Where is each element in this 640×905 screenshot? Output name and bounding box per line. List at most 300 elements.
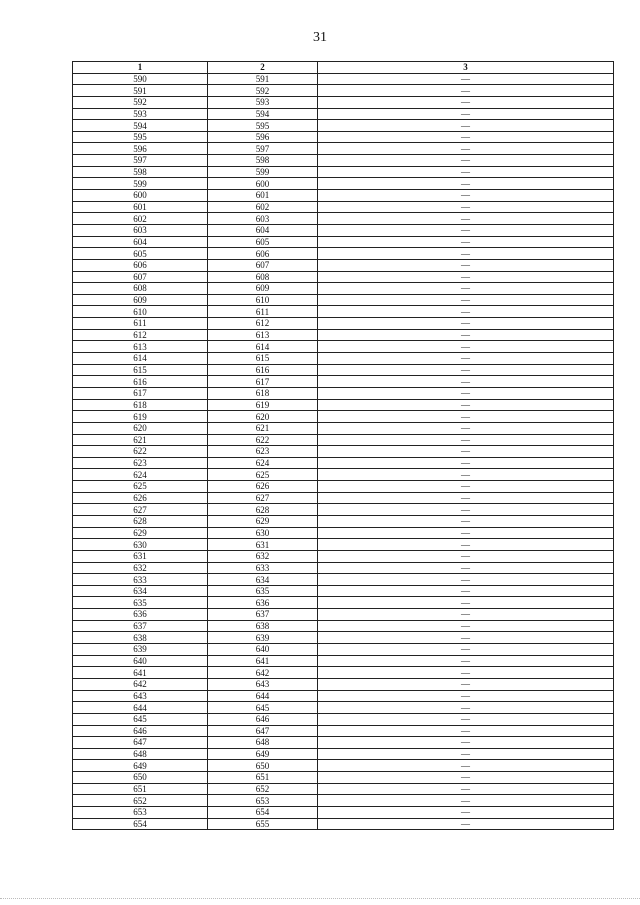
table-row (73, 248, 614, 260)
table-row (73, 364, 614, 376)
dash-mark: — (461, 388, 470, 399)
cell-col-1: 605 (73, 248, 208, 260)
cell-col-1: 649 (73, 760, 208, 772)
cell-col-1: 640 (73, 655, 208, 667)
cell-col-2: 642 (208, 667, 318, 679)
table-row (73, 190, 614, 202)
cell-col-2: 651 (208, 772, 318, 784)
dash-mark: — (461, 690, 470, 701)
cell-col-3 (318, 702, 614, 714)
cell-col-3 (318, 748, 614, 760)
table-row (73, 85, 614, 97)
cell-col-2: 638 (208, 620, 318, 632)
column-header-3: 3 (318, 62, 614, 74)
cell-col-3 (318, 620, 614, 632)
cell-col-1: 639 (73, 644, 208, 656)
cell-col-2: 655 (208, 818, 318, 830)
table-row (73, 446, 614, 458)
cell-col-3 (318, 178, 614, 190)
table-row (73, 585, 614, 597)
cell-col-3 (318, 155, 614, 167)
dash-mark: — (461, 178, 470, 189)
cell-col-2: 624 (208, 457, 318, 469)
cell-col-1: 613 (73, 341, 208, 353)
table-row (73, 224, 614, 236)
table-row (73, 527, 614, 539)
cell-col-2: 599 (208, 166, 318, 178)
dash-mark: — (461, 364, 470, 375)
cell-col-2: 652 (208, 783, 318, 795)
cell-col-2: 613 (208, 329, 318, 341)
cell-col-3 (318, 783, 614, 795)
cell-col-1: 592 (73, 96, 208, 108)
cell-col-3 (318, 795, 614, 807)
dash-mark: — (461, 167, 470, 178)
table-row (73, 760, 614, 772)
dash-mark: — (461, 434, 470, 445)
dash-mark: — (461, 504, 470, 515)
cell-col-1: 598 (73, 166, 208, 178)
dash-mark: — (461, 271, 470, 282)
cell-col-2: 640 (208, 644, 318, 656)
dash-mark: — (461, 493, 470, 504)
cell-col-2: 619 (208, 399, 318, 411)
table-row (73, 678, 614, 690)
cell-col-3 (318, 515, 614, 527)
dash-mark: — (461, 225, 470, 236)
cell-col-1: 591 (73, 85, 208, 97)
table-row (73, 574, 614, 586)
cell-col-1: 616 (73, 376, 208, 388)
cell-col-3 (318, 713, 614, 725)
cell-col-1: 599 (73, 178, 208, 190)
cell-col-2: 606 (208, 248, 318, 260)
dash-mark: — (461, 306, 470, 317)
cell-col-1: 618 (73, 399, 208, 411)
dash-mark: — (461, 236, 470, 247)
dash-mark: — (461, 551, 470, 562)
dash-mark: — (461, 714, 470, 725)
table-row (73, 515, 614, 527)
dash-mark: — (461, 202, 470, 212)
cell-col-2: 628 (208, 504, 318, 516)
cell-col-1: 608 (73, 283, 208, 295)
dash-mark: — (461, 702, 470, 713)
cell-col-1: 619 (73, 411, 208, 423)
cell-col-3 (318, 201, 614, 213)
table-row (73, 120, 614, 132)
cell-col-1: 633 (73, 574, 208, 586)
cell-col-2: 609 (208, 283, 318, 295)
cell-col-1: 637 (73, 620, 208, 632)
cell-col-3 (318, 259, 614, 271)
dash-mark: — (461, 295, 470, 306)
cell-col-2: 648 (208, 737, 318, 749)
table-row (73, 737, 614, 749)
table-row (73, 713, 614, 725)
cell-col-3 (318, 678, 614, 690)
cell-col-2: 601 (208, 190, 318, 202)
cell-col-1: 627 (73, 504, 208, 516)
cell-col-2: 630 (208, 527, 318, 539)
cell-col-1: 604 (73, 236, 208, 248)
table-row (73, 620, 614, 632)
cell-col-1: 642 (73, 678, 208, 690)
dash-mark: — (461, 469, 470, 480)
cell-col-3 (318, 504, 614, 516)
cell-col-2: 594 (208, 108, 318, 120)
dash-mark: — (461, 108, 470, 119)
dash-mark: — (461, 562, 470, 573)
table-row (73, 143, 614, 155)
cell-col-3 (318, 224, 614, 236)
cell-col-3 (318, 609, 614, 621)
table-row (73, 108, 614, 120)
cell-col-3 (318, 213, 614, 225)
dash-mark: — (461, 621, 470, 632)
dash-mark: — (461, 772, 470, 783)
dash-mark: — (461, 655, 470, 666)
cell-col-2: 614 (208, 341, 318, 353)
cell-col-1: 634 (73, 585, 208, 597)
cell-col-3 (318, 248, 614, 260)
cell-col-2: 595 (208, 120, 318, 132)
cell-col-3 (318, 131, 614, 143)
table-row (73, 294, 614, 306)
cell-col-1: 647 (73, 737, 208, 749)
cell-col-3 (318, 236, 614, 248)
cell-col-2: 654 (208, 807, 318, 819)
dash-mark: — (461, 516, 470, 527)
dash-mark: — (461, 667, 470, 678)
table-row (73, 178, 614, 190)
dash-mark: — (461, 574, 470, 585)
cell-col-2: 626 (208, 481, 318, 493)
table-row (73, 504, 614, 516)
table-row (73, 399, 614, 411)
table-row (73, 725, 614, 737)
cell-col-1: 654 (73, 818, 208, 830)
cell-col-3 (318, 108, 614, 120)
table-row (73, 702, 614, 714)
cell-col-1: 622 (73, 446, 208, 458)
table-row (73, 457, 614, 469)
cell-col-1: 636 (73, 609, 208, 621)
dash-mark: — (461, 353, 470, 364)
cell-col-2: 593 (208, 96, 318, 108)
dash-mark: — (461, 190, 470, 201)
cell-col-2: 612 (208, 318, 318, 330)
cell-col-1: 630 (73, 539, 208, 551)
cell-col-2: 621 (208, 422, 318, 434)
table-row (73, 376, 614, 388)
cell-col-2: 646 (208, 713, 318, 725)
table-row (73, 632, 614, 644)
table-row (73, 690, 614, 702)
cell-col-1: 595 (73, 131, 208, 143)
cell-col-1: 643 (73, 690, 208, 702)
table-row (73, 609, 614, 621)
dash-mark: — (461, 446, 470, 457)
cell-col-3 (318, 271, 614, 283)
cell-col-3 (318, 597, 614, 609)
cell-col-1: 645 (73, 713, 208, 725)
cell-col-2: 597 (208, 143, 318, 155)
dash-mark: — (461, 399, 470, 410)
cell-col-2: 627 (208, 492, 318, 504)
table-row (73, 341, 614, 353)
footer-divider (0, 898, 640, 899)
table-row (73, 422, 614, 434)
cell-col-1: 615 (73, 364, 208, 376)
dash-mark: — (461, 260, 470, 271)
cell-col-3 (318, 469, 614, 481)
cell-col-1: 620 (73, 422, 208, 434)
dash-mark: — (461, 539, 470, 550)
table-row (73, 73, 614, 85)
table-row (73, 539, 614, 551)
cell-col-3 (318, 353, 614, 365)
dash-mark: — (461, 411, 470, 422)
cell-col-3 (318, 655, 614, 667)
dash-mark: — (461, 97, 470, 108)
table-row (73, 550, 614, 562)
dash-mark: — (461, 644, 470, 655)
cell-col-3 (318, 667, 614, 679)
cell-col-2: 631 (208, 539, 318, 551)
cell-col-3 (318, 434, 614, 446)
table-row (73, 597, 614, 609)
cell-col-1: 621 (73, 434, 208, 446)
table-row (73, 259, 614, 271)
cell-col-2: 643 (208, 678, 318, 690)
cell-col-1: 625 (73, 481, 208, 493)
cell-col-2: 608 (208, 271, 318, 283)
cell-col-3 (318, 387, 614, 399)
table-row (73, 818, 614, 830)
cell-col-1: 594 (73, 120, 208, 132)
cell-col-3 (318, 539, 614, 551)
cell-col-2: 644 (208, 690, 318, 702)
cell-col-1: 653 (73, 807, 208, 819)
dash-mark: — (461, 155, 470, 166)
dash-mark: — (461, 376, 470, 387)
table-row (73, 353, 614, 365)
cell-col-3 (318, 73, 614, 85)
cell-col-1: 606 (73, 259, 208, 271)
cell-col-2: 636 (208, 597, 318, 609)
dash-mark: — (461, 737, 470, 748)
table-row (73, 306, 614, 318)
cell-col-3 (318, 562, 614, 574)
cell-col-3 (318, 457, 614, 469)
table-row (73, 283, 614, 295)
dash-mark: — (461, 795, 470, 806)
cell-col-2: 639 (208, 632, 318, 644)
dash-mark: — (461, 784, 470, 795)
table-row (73, 318, 614, 330)
table-row (73, 795, 614, 807)
cell-col-2: 629 (208, 515, 318, 527)
table-row (73, 644, 614, 656)
cell-col-3 (318, 85, 614, 97)
dash-mark: — (461, 248, 470, 259)
cell-col-2: 615 (208, 353, 318, 365)
cell-col-1: 623 (73, 457, 208, 469)
cell-col-1: 601 (73, 201, 208, 213)
table-row (73, 772, 614, 784)
table-row (73, 329, 614, 341)
cell-col-3 (318, 632, 614, 644)
cell-col-1: 650 (73, 772, 208, 784)
cell-col-3 (318, 120, 614, 132)
table-row (73, 236, 614, 248)
cell-col-3 (318, 329, 614, 341)
dash-mark: — (461, 818, 470, 829)
table-row (73, 201, 614, 213)
cell-col-2: 604 (208, 224, 318, 236)
dash-mark: — (461, 725, 470, 736)
table-row (73, 562, 614, 574)
cell-col-3 (318, 190, 614, 202)
cell-col-1: 607 (73, 271, 208, 283)
cell-col-3 (318, 550, 614, 562)
cell-col-2: 616 (208, 364, 318, 376)
cell-col-2: 653 (208, 795, 318, 807)
cell-col-3 (318, 644, 614, 656)
cell-col-1: 631 (73, 550, 208, 562)
table-row (73, 387, 614, 399)
cell-col-3 (318, 725, 614, 737)
table-row (73, 213, 614, 225)
cell-col-3 (318, 422, 614, 434)
cell-col-2: 625 (208, 469, 318, 481)
dash-mark: — (461, 330, 470, 341)
table-row (73, 166, 614, 178)
column-header-1: 1 (73, 62, 208, 74)
cell-col-2: 605 (208, 236, 318, 248)
cell-col-2: 623 (208, 446, 318, 458)
dash-mark: — (461, 632, 470, 643)
table-row (73, 131, 614, 143)
dash-mark: — (461, 85, 470, 96)
cell-col-1: 602 (73, 213, 208, 225)
dash-mark: — (461, 458, 470, 469)
cell-col-1: 629 (73, 527, 208, 539)
cell-col-2: 596 (208, 131, 318, 143)
cell-col-3 (318, 143, 614, 155)
dash-mark: — (461, 341, 470, 352)
dash-mark: — (461, 318, 470, 329)
cell-col-1: 590 (73, 73, 208, 85)
cell-col-3 (318, 411, 614, 423)
dash-mark: — (461, 73, 470, 84)
cell-col-2: 647 (208, 725, 318, 737)
dash-mark: — (461, 143, 470, 154)
cell-col-2: 611 (208, 306, 318, 318)
page-number: 31 (313, 30, 327, 45)
cell-col-3 (318, 341, 614, 353)
cell-col-3 (318, 760, 614, 772)
cell-col-3 (318, 574, 614, 586)
cell-col-3 (318, 96, 614, 108)
cell-col-3 (318, 481, 614, 493)
cell-col-2: 645 (208, 702, 318, 714)
cell-col-1: 648 (73, 748, 208, 760)
table-row (73, 807, 614, 819)
dash-mark: — (461, 132, 470, 143)
cell-col-1: 635 (73, 597, 208, 609)
cell-col-3 (318, 399, 614, 411)
table-row (73, 655, 614, 667)
table-row (73, 481, 614, 493)
cell-col-3 (318, 364, 614, 376)
cell-col-1: 612 (73, 329, 208, 341)
cell-col-1: 603 (73, 224, 208, 236)
cell-col-1: 610 (73, 306, 208, 318)
cell-col-2: 641 (208, 655, 318, 667)
table-row (73, 469, 614, 481)
table-row (73, 411, 614, 423)
cell-col-3 (318, 772, 614, 784)
cell-col-2: 610 (208, 294, 318, 306)
cell-col-2: 607 (208, 259, 318, 271)
table-row (73, 492, 614, 504)
cell-col-3 (318, 818, 614, 830)
table-row (73, 783, 614, 795)
cell-col-1: 632 (73, 562, 208, 574)
cell-col-1: 593 (73, 108, 208, 120)
cell-col-3 (318, 585, 614, 597)
table-body (73, 73, 614, 830)
cell-col-2: 649 (208, 748, 318, 760)
table-header-row (73, 62, 614, 74)
cell-col-2: 635 (208, 585, 318, 597)
cell-col-1: 651 (73, 783, 208, 795)
dash-mark: — (461, 749, 470, 760)
cell-col-3 (318, 294, 614, 306)
cell-col-1: 617 (73, 387, 208, 399)
cell-col-3 (318, 306, 614, 318)
dash-mark: — (461, 283, 470, 294)
cell-col-2: 591 (208, 73, 318, 85)
dash-mark: — (461, 597, 470, 608)
cell-col-3 (318, 376, 614, 388)
table-row (73, 434, 614, 446)
cell-col-3 (318, 690, 614, 702)
cell-col-3 (318, 737, 614, 749)
cell-col-2: 620 (208, 411, 318, 423)
cell-col-2: 622 (208, 434, 318, 446)
cell-col-1: 609 (73, 294, 208, 306)
dash-mark: — (461, 481, 470, 492)
table-row (73, 271, 614, 283)
cell-col-3 (318, 807, 614, 819)
cell-col-2: 617 (208, 376, 318, 388)
cell-col-2: 634 (208, 574, 318, 586)
cell-col-1: 644 (73, 702, 208, 714)
dash-mark: — (461, 609, 470, 620)
cell-col-2: 602 (208, 201, 318, 213)
dash-mark: — (461, 213, 470, 224)
cell-col-3 (318, 492, 614, 504)
table-row (73, 667, 614, 679)
cell-col-2: 633 (208, 562, 318, 574)
cell-col-1: 646 (73, 725, 208, 737)
dash-mark: — (461, 586, 470, 597)
cell-col-1: 628 (73, 515, 208, 527)
table-row (73, 748, 614, 760)
